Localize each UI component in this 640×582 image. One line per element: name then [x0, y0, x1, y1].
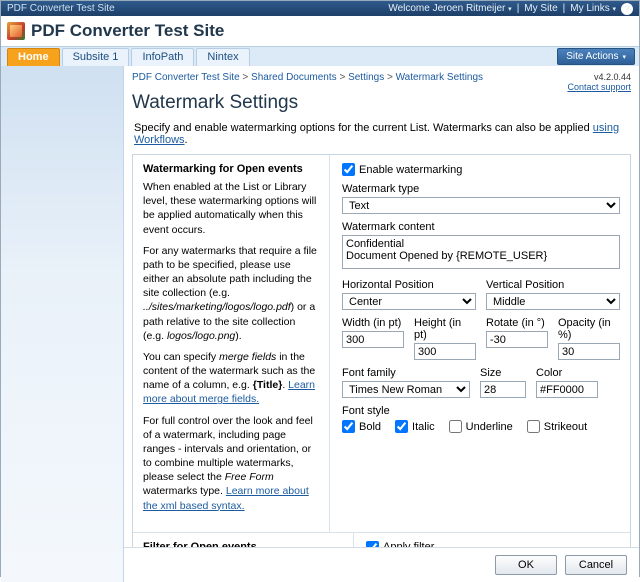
font-family-select[interactable]: [342, 381, 470, 398]
width-label: Width (in pt): [342, 317, 402, 329]
opacity-input[interactable]: [558, 343, 620, 360]
welcome-menu[interactable]: [388, 3, 511, 14]
underline-checkbox[interactable]: [449, 420, 462, 433]
desc4-pre: For full control over the look and feel of a watermark, including page ranges - intervals and orientation, or to combine multiple watermarks, please select the: [143, 414, 313, 484]
site-header: [1, 16, 639, 46]
site-title[interactable]: PDF Converter Test Site: [31, 21, 225, 40]
tab-home[interactable]: Home: [7, 48, 60, 66]
my-links-text: My Links: [570, 3, 610, 14]
breadcrumb-item-settings[interactable]: Settings: [348, 72, 385, 83]
enable-watermarking-label: Enable watermarking: [359, 163, 463, 176]
bold-label: Bold: [359, 420, 382, 433]
watermarking-section: [133, 155, 630, 533]
tab-nintex[interactable]: Nintex: [196, 48, 249, 66]
my-site-link[interactable]: My Site: [524, 3, 558, 14]
color-label: Color: [536, 367, 563, 379]
site-actions-button[interactable]: [557, 48, 635, 65]
watermark-content-textarea[interactable]: [342, 235, 620, 269]
rotate-label: Rotate (in °): [486, 317, 545, 329]
underline-label: Underline: [465, 420, 513, 433]
watermarking-desc-2: [143, 244, 319, 343]
width-input[interactable]: [342, 331, 404, 348]
site-actions-label: Site Actions: [566, 51, 619, 62]
breadcrumb: [132, 72, 483, 92]
separator: |: [516, 3, 520, 14]
enable-watermarking-checkbox[interactable]: [342, 163, 355, 176]
desc3-post: .: [282, 379, 289, 392]
font-style-bold[interactable]: [342, 420, 381, 433]
breadcrumb-separator: >: [339, 72, 346, 83]
size-label: Size: [480, 367, 502, 379]
watermarking-fields-column: [329, 155, 630, 532]
ok-button[interactable]: OK: [495, 555, 557, 575]
strikeout-label: Strikeout: [543, 420, 588, 433]
breadcrumb-separator: >: [386, 72, 393, 83]
welcome-text: Welcome Jeroen Ritmeijer: [388, 3, 506, 14]
font-style-label: Font style: [342, 405, 390, 417]
rotate-input[interactable]: [486, 331, 548, 348]
contact-support-link[interactable]: Contact support: [567, 82, 631, 92]
top-navigation-bar: [1, 1, 639, 16]
desc4-mid: watermarks type.: [143, 485, 226, 498]
height-label: Height (in pt): [414, 317, 462, 341]
tab-infopath[interactable]: InfoPath: [131, 48, 194, 66]
chevron-down-icon: ▾: [612, 6, 616, 13]
learn-more-merge-fields-link[interactable]: Learn more about merge fields.: [143, 379, 316, 406]
font-style-strikeout[interactable]: [527, 420, 587, 433]
vertical-position-select[interactable]: [486, 293, 620, 310]
site-tab-bar: [1, 46, 639, 66]
version-number: v4.2.0.44: [593, 72, 631, 82]
desc2-pre: For any watermarks that require a file path to be specified, please use either an absolute path including the site collection (e.g.: [143, 244, 317, 300]
watermarking-description-column: [133, 155, 329, 532]
breadcrumb-item-shared-documents[interactable]: Shared Documents: [251, 72, 337, 83]
site-logo-icon: [7, 22, 25, 40]
cancel-button[interactable]: Cancel: [565, 555, 627, 575]
separator: |: [562, 3, 566, 14]
breadcrumb-item-watermark-settings[interactable]: Watermark Settings: [395, 72, 484, 83]
vertical-position-label: Vertical Position: [486, 279, 565, 291]
height-input[interactable]: [414, 343, 476, 360]
breadcrumb-separator: >: [242, 72, 249, 83]
size-input[interactable]: [480, 381, 526, 398]
version-info: [567, 72, 631, 92]
my-links-menu[interactable]: [570, 3, 616, 14]
page-intro-text: [124, 118, 639, 154]
italic-label: Italic: [412, 420, 435, 433]
bold-checkbox[interactable]: [342, 420, 355, 433]
watermarking-section-title: Watermarking for Open events: [143, 163, 303, 175]
tab-subsite-1[interactable]: Subsite 1: [62, 48, 130, 66]
strikeout-checkbox[interactable]: [527, 420, 540, 433]
help-icon[interactable]: ?: [621, 3, 633, 15]
desc3-code: {Title}: [252, 379, 283, 392]
horizontal-position-select[interactable]: [342, 293, 476, 310]
font-family-label: Font family: [342, 367, 396, 379]
page-body: [1, 66, 639, 582]
desc2-post: ).: [235, 329, 242, 342]
top-site-label: PDF Converter Test Site: [7, 3, 115, 14]
intro-prefix: Specify and enable watermarking options for the current List. Watermarks can also be applied: [134, 122, 593, 134]
left-navigation-pane: [1, 66, 124, 582]
italic-checkbox[interactable]: [395, 420, 408, 433]
settings-panel: [132, 154, 631, 582]
desc3-mid: in the content of the watermark such as the name of a column, e.g.: [143, 350, 316, 392]
watermarking-desc-4: [143, 414, 319, 513]
chevron-down-icon: ▾: [622, 53, 626, 61]
font-style-options: [342, 420, 620, 433]
color-input[interactable]: [536, 381, 598, 398]
chevron-down-icon: ▾: [508, 6, 512, 13]
using-workflows-link[interactable]: using Workflows: [134, 122, 620, 146]
watermark-type-label: Watermark type: [342, 183, 420, 195]
desc2-path-relative: logos/logo.png: [166, 329, 236, 342]
desc3-merge-fields: merge fields: [219, 350, 277, 363]
watermark-type-select[interactable]: [342, 197, 620, 214]
main-content: [124, 66, 639, 582]
watermarking-desc-1: When enabled at the List or Library level, these watermarking options will be applied automatically when this event occurs.: [143, 181, 317, 236]
desc3-pre: You can specify: [143, 350, 220, 363]
desc2-mid: ) or a path relative to the site collection (e.g.: [143, 301, 316, 342]
desc4-free-form: Free Form: [224, 471, 274, 484]
horizontal-position-label: Horizontal Position: [342, 279, 434, 291]
watermark-content-label: Watermark content: [342, 221, 435, 233]
watermarking-desc-3: [143, 350, 319, 407]
desc2-path-absolute: ../sites/marketing/logos/logo.pdf: [143, 301, 291, 314]
learn-more-xml-syntax-link[interactable]: Learn more about the xml based syntax.: [143, 485, 309, 512]
font-style-italic[interactable]: [395, 420, 435, 433]
enable-watermarking-row: [342, 163, 620, 176]
intro-suffix: .: [184, 134, 188, 146]
breadcrumb-row: [124, 66, 639, 92]
font-style-underline[interactable]: [449, 420, 513, 433]
opacity-label: Opacity (in %): [558, 317, 611, 341]
page-title: Watermark Settings: [132, 92, 299, 113]
breadcrumb-item-site[interactable]: PDF Converter Test Site: [132, 72, 240, 83]
